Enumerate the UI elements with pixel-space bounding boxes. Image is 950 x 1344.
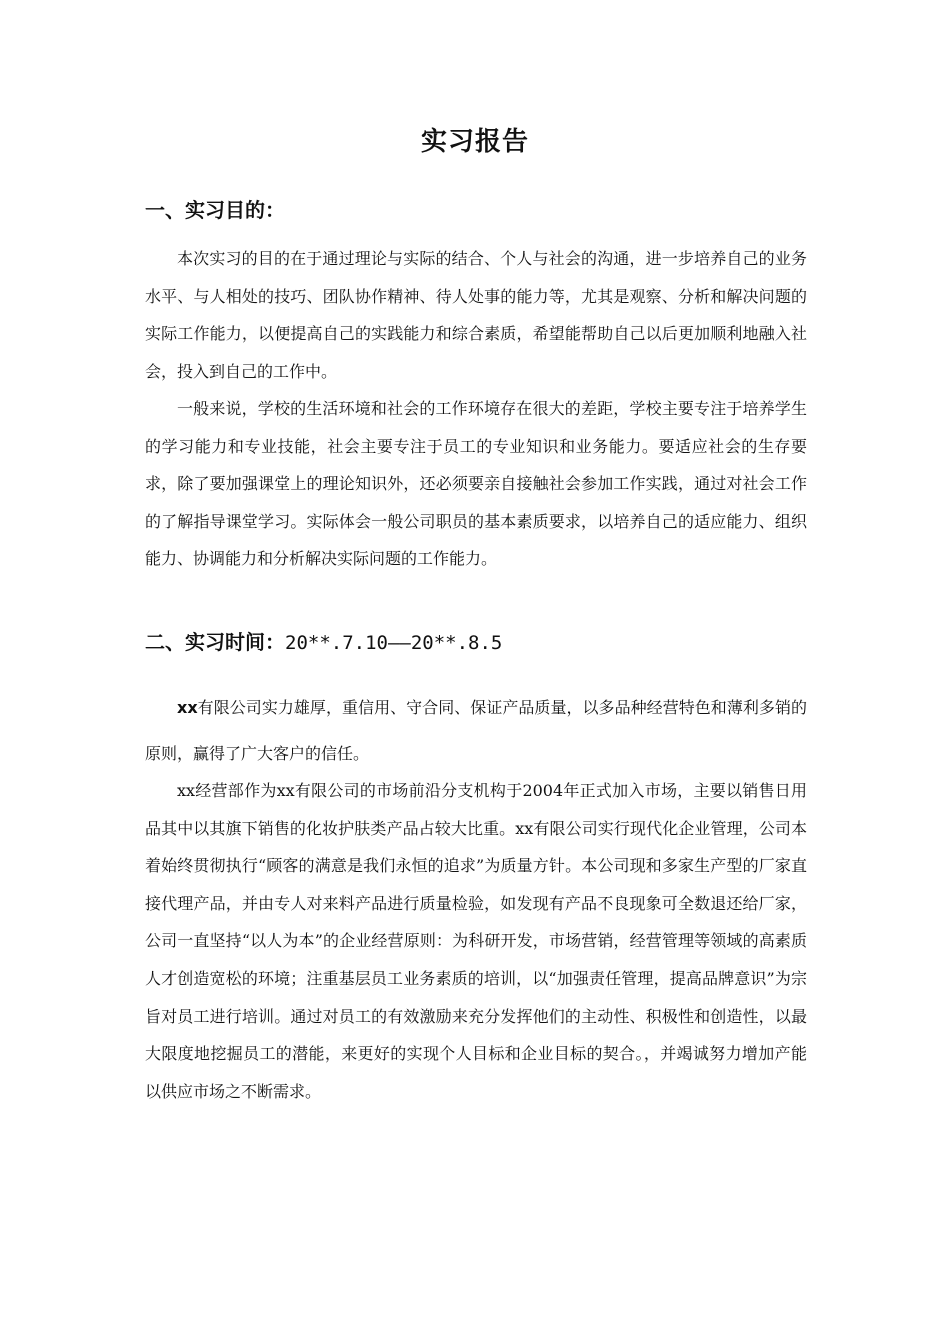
section-heading-time	[145, 626, 502, 659]
section-heading-time-label: 二、实习时间：	[145, 630, 285, 654]
purpose-paragraph-1: 本次实习的目的在于通过理论与实际的结合、个人与社会的沟通，进一步培养自己的业务水平、与人相处的技巧、团队协作精神、待人处事的能力等，尤其是观察、分析和解决问题的实际工作能力，以便提高自己的实践能力和综合素质，希望能帮助自己以后更加顺利地融入社会，投入到自己的工作中。	[145, 249, 807, 381]
purpose-paragraph-2: 一般来说，学校的生活环境和社会的工作环境存在很大的差距，学校主要专注于培养学生的学习能力和专业技能，社会主要专注于员工的专业知识和业务能力。要适应社会的生存要求，除了要加强课堂上的理论知识外，还必须要亲自接触社会参加工作实践，通过对社会工作的了解指导课堂学习。实际体会一般公司职员的基本素质要求，以培养自己的适应能力、组织能力、协调能力和分析解决实际问题的工作能力。	[145, 399, 807, 569]
company-detail-paragraph: xx经营部作为xx有限公司的市场前沿分支机构于2004年正式加入市场，主要以销售日用品其中以其旗下销售的化妆护肤类产品占较大比重。xx有限公司实行现代化企业管理，公司本着始终贯彻执行“顾客的满意是我们永恒的追求”为质量方针。本公司现和多家生产型的厂家直接代理产品，并由专人对来料产品进行质量检验，如发现有产品不良现象可全数退还给厂家，公司一直坚持“以人为本”的企业经营原则：为科研开发，市场营销，经营管理等领域的高素质人才创造宽松的环境；注重基层员工业务素质的培训，以“加强责任管理，提高品牌意识”为宗旨对员工进行培训。通过对员工的有效激励来充分发挥他们的主动性、积极性和创造性，以最大限度地挖掘员工的潜能，来更好的实现个人目标和企业目标的契合。，并竭诚努力增加产能以供应市场之不断需求。	[145, 781, 807, 1101]
company-intro-text: 有限公司实力雄厚，重信用、守合同、保证产品质量，以多品种经营特色和薄利多销的原则，赢得了广大客户的信任。	[145, 698, 807, 763]
section-heading-purpose: 一、实习目的：	[145, 198, 285, 222]
document-title: 实习报告	[420, 127, 529, 157]
section-heading-time-dates: 20**.7.10——20**.8.5	[285, 632, 503, 654]
company-name-lead: xx	[177, 698, 198, 717]
company-intro-paragraph	[145, 685, 807, 777]
